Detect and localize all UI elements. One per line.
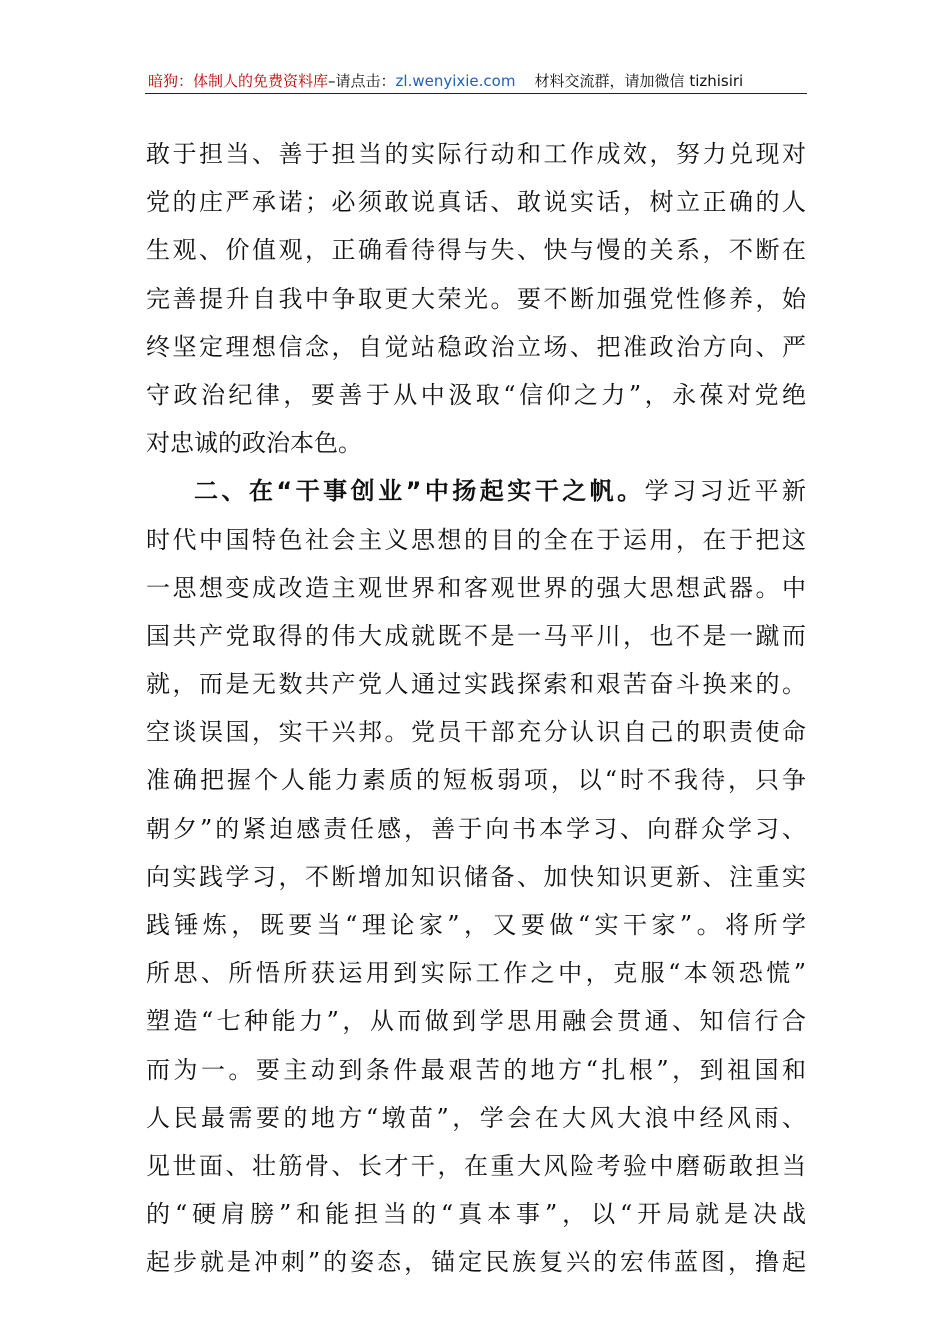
text-line: 党的庄严承诺；必须敢说真话、敢说实话，树立正确的人 bbox=[146, 188, 806, 217]
page-header bbox=[148, 70, 804, 92]
text-line: 对忠诚的政治本色。 bbox=[146, 429, 362, 458]
text-line: 国共产党取得的伟大成就既不是一马平川，也不是一蹴而 bbox=[146, 621, 806, 650]
header-group-info: 材料交流群，请加微信 tizhisiri bbox=[534, 72, 744, 90]
header-brand: 暗狗：体制人的免费资料库 bbox=[148, 72, 329, 90]
text-line: 见世面、壮筋骨、长才干，在重大风险考验中磨砺敢担当 bbox=[146, 1151, 806, 1180]
text-line: 起步就是冲刺”的姿态，锚定民族复兴的宏伟蓝图，撸起 bbox=[146, 1248, 806, 1277]
text-line: 向实践学习，不断增加知识储备、加快知识更新、注重实 bbox=[146, 862, 806, 891]
text-line: 践锤炼，既要当“理论家”，又要做“实干家”。将所学 bbox=[146, 911, 806, 939]
text-line: 的“硬肩膀”和能担当的“真本事”，以“开局就是决战 bbox=[146, 1200, 806, 1229]
text-line: 完善提升自我中争取更大荣光。要不断加强党性修养，始 bbox=[146, 284, 806, 313]
text-line: 时代中国特色社会主义思想的目的全在于运用，在于把这 bbox=[146, 525, 806, 554]
text-span: 学习习近平新 bbox=[644, 477, 806, 506]
text-line: 空谈误国，实干兴邦。党员干部充分认识自己的职责使命 bbox=[146, 718, 806, 747]
header-divider bbox=[145, 93, 807, 94]
text-line: 所思、所悟所获运用到实际工作之中，克服“本领恐慌” bbox=[146, 959, 806, 988]
text-line: 终坚定理想信念，自觉站稳政治立场、把准政治方向、严 bbox=[146, 332, 806, 361]
text-line: 准确把握个人能力素质的短板弱项，以“时不我待，只争 bbox=[146, 766, 806, 795]
text-line: 就，而是无数共产党人通过实践探索和艰苦奋斗换来的。 bbox=[146, 670, 806, 699]
text-line: 守政治纪律，要善于从中汲取“信仰之力”，永葆对党绝 bbox=[146, 380, 806, 409]
text-line: 朝夕”的紧迫感责任感，善于向书本学习、向群众学习、 bbox=[146, 814, 806, 843]
paragraph-2 bbox=[146, 467, 806, 1286]
text-line: 敢于担当、善于担当的实际行动和工作成效，努力兑现对 bbox=[146, 140, 806, 168]
text-line: 人民最需要的地方“墩苗”，学会在大风大浪中经风雨、 bbox=[146, 1103, 806, 1132]
document-body bbox=[146, 130, 806, 1287]
text-line: 塑造“七种能力”，从而做到学思用融会贯通、知信行合 bbox=[146, 1007, 806, 1036]
text-line: 一思想变成改造主观世界和客观世界的强大思想武器。中 bbox=[146, 573, 806, 602]
section-heading: 二、在“干事创业”中扬起实干之帆。 bbox=[194, 477, 645, 506]
header-link-label: –请点击： bbox=[328, 72, 396, 90]
header-url-link[interactable]: zl.wenyixie.com bbox=[395, 72, 516, 90]
text-line: 生观、价值观，正确看待得与失、快与慢的关系，不断在 bbox=[146, 236, 806, 265]
text-line-with-heading bbox=[146, 467, 806, 515]
text-line: 而为一。要主动到条件最艰苦的地方“扎根”，到祖国和 bbox=[146, 1055, 806, 1084]
paragraph-1 bbox=[146, 130, 806, 467]
